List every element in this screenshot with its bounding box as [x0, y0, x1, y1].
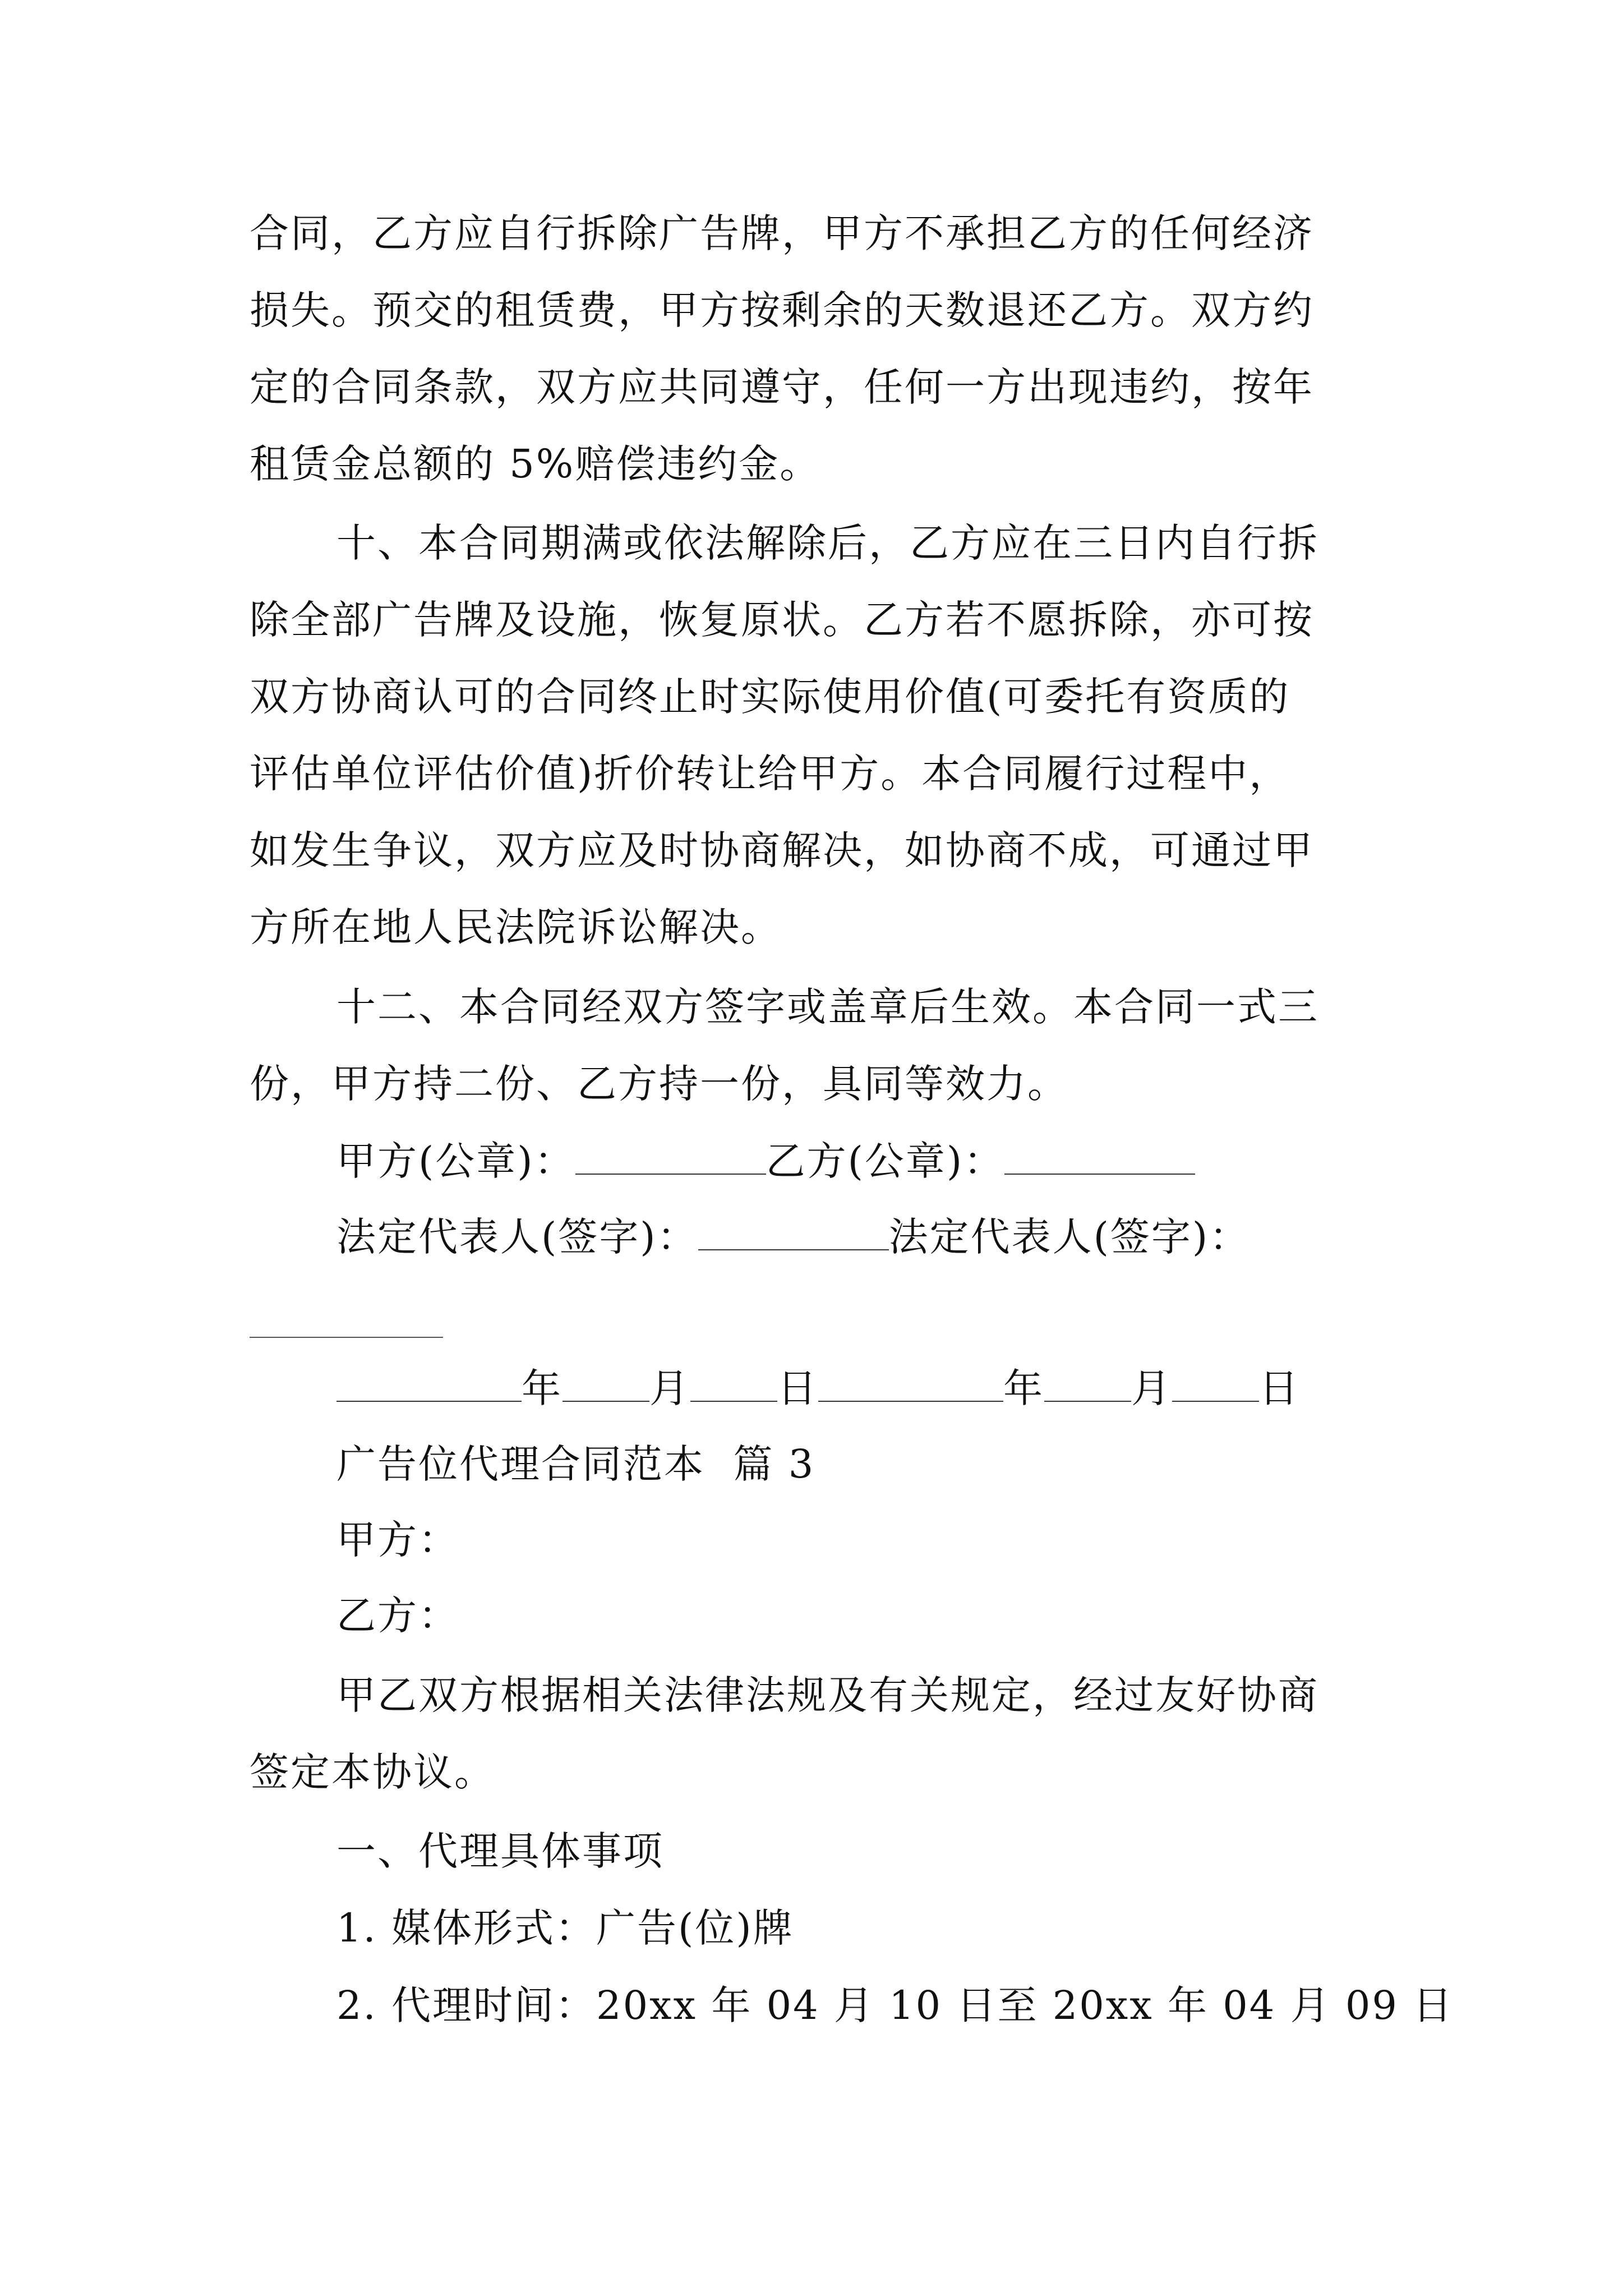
seal-signature-line	[336, 1136, 1195, 1186]
party-b-label: 乙方：	[336, 1593, 459, 1639]
paragraph-line: 方所在地人民法院诉讼解决。	[250, 904, 782, 950]
item-agency-period: 2. 代理时间：20xx 年 04 月 10 日至 20xx 年 04 月 09 日	[336, 1982, 1454, 2028]
paragraph-line: 除全部广告牌及设施，恢复原状。乙方若不愿拆除，亦可按	[250, 597, 1314, 643]
party-a-label: 甲方：	[336, 1517, 459, 1563]
clause-12-line: 十二、本合同经双方签字或盖章后生效。本合同一式三	[336, 984, 1319, 1030]
rep-a-label: 法定代表人(签字)：	[336, 1214, 698, 1260]
paragraph-line: 份，甲方持二份、乙方持一份，具同等效力。	[250, 1061, 1068, 1107]
month-a-blank	[562, 1366, 649, 1402]
section-heading: 广告位代理合同范本 篇 3	[336, 1441, 815, 1487]
representative-signature-line	[336, 1212, 1250, 1262]
date-line	[336, 1363, 1300, 1414]
clause-10-line: 十、本合同期满或依法解除后，乙方应在三日内自行拆	[336, 520, 1319, 566]
paragraph-line: 如发生争议，双方应及时协商解决，如协商不成，可通过甲	[250, 827, 1314, 873]
month-a-label: 月	[649, 1365, 690, 1411]
party-a-seal-blank	[575, 1139, 766, 1175]
intro-line: 签定本协议。	[250, 1749, 495, 1795]
month-b-blank	[1044, 1366, 1131, 1402]
paragraph-line: 评估单位评估价值)折价转让给甲方。本合同履行过程中，	[250, 751, 1290, 797]
paragraph-line: 定的合同条款，双方应共同遵守，任何一方出现违约，按年	[250, 364, 1314, 410]
intro-line: 甲乙双方根据相关法律法规及有关规定，经过友好协商	[336, 1672, 1319, 1718]
party-a-seal-label: 甲方(公章)：	[336, 1138, 575, 1184]
item-heading: 一、代理具体事项	[336, 1828, 664, 1874]
month-b-label: 月	[1131, 1365, 1172, 1411]
paragraph-line: 双方协商认可的合同终止时实际使用价值(可委托有资质的	[250, 674, 1290, 720]
day-a-label: 日	[777, 1365, 818, 1411]
year-b-label: 年	[1003, 1365, 1044, 1411]
paragraph-line: 合同，乙方应自行拆除广告牌，甲方不承担乙方的任何经济	[250, 210, 1314, 256]
rep-b-label: 法定代表人(签字)：	[888, 1214, 1251, 1260]
item-media-form: 1. 媒体形式：广告(位)牌	[336, 1905, 794, 1951]
year-a-blank	[336, 1366, 522, 1402]
paragraph-line: 租赁金总额的 5%赔偿违约金。	[250, 441, 821, 487]
year-a-label: 年	[522, 1365, 562, 1411]
day-b-label: 日	[1259, 1365, 1300, 1411]
party-b-seal-blank	[1004, 1139, 1195, 1175]
day-a-blank	[690, 1366, 777, 1402]
paragraph-line: 损失。预交的租赁费，甲方按剩余的天数退还乙方。双方约	[250, 287, 1314, 333]
year-b-blank	[818, 1366, 1003, 1402]
rep-a-blank	[698, 1214, 889, 1250]
day-b-blank	[1172, 1366, 1259, 1402]
party-b-seal-label: 乙方(公章)：	[766, 1138, 1005, 1184]
rep-b-blank	[250, 1337, 443, 1338]
